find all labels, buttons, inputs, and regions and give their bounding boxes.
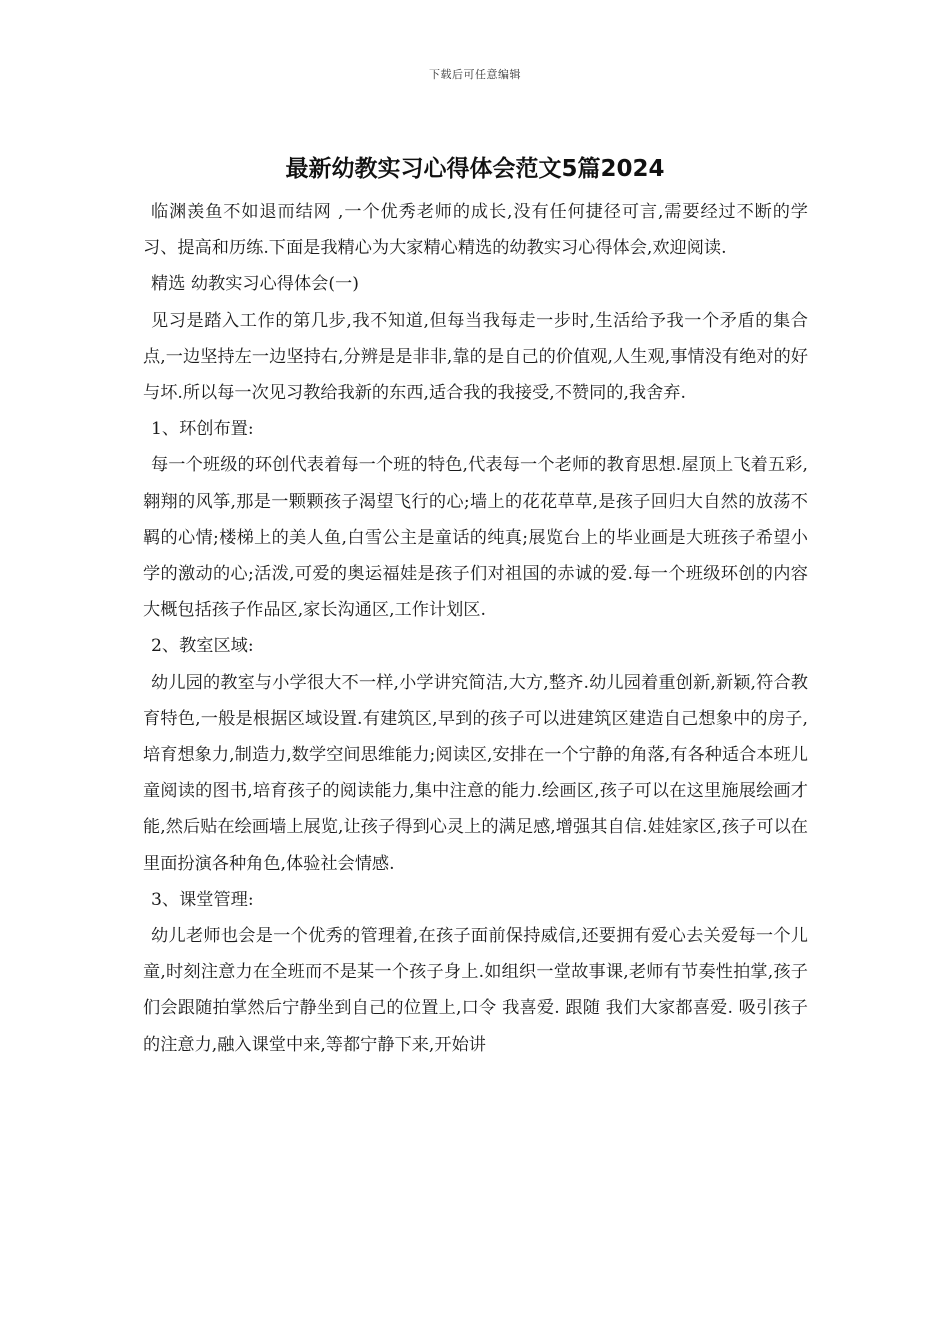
body-paragraph: 每一个班级的环创代表着每一个班的特色,代表每一个老师的教育思想.屋顶上飞着五彩,翱翔的风筝,那是一颗颗孩子渴望飞行的心;墙上的花花草草,是孩子回归大自然的放荡不羁的心情;楼梯上的美人鱼,白雪公主是童话的纯真;展览台上的毕业画是大班孩子希望小学的激动的心;活泼,可爱的奥运福娃是孩子们对祖国的赤诚的爱.每一个班级环创的内容大概包括孩子作品区,家长沟通区,工作计划区. (143, 455, 808, 621)
document-title: 最新幼教实习心得体会范文5篇2024 (285, 156, 665, 182)
body-paragraph: 幼儿园的教室与小学很大不一样,小学讲究简洁,大方,整齐.幼儿园着重创新,新颖,符合教育特色,一般是根据区域设置.有建筑区,早到的孩子可以进建筑区建造自己想象中的房子,培育想象力,制造力,数学空间思维能力;阅读区,安排在一个宁静的角落,有各种适合本班儿童阅读的图书,培育孩子的阅读能力,集中注意的能力.绘画区,孩子可以在这里施展绘画才能,然后贴在绘画墙上展览,让孩子得到心灵上的满足感,增强其自信.娃娃家区,孩子可以在里面扮演各种角色,体验社会情感. (143, 672, 808, 874)
section-heading: 精选 幼教实习心得体会(一) (151, 274, 359, 295)
intro-paragraph: 临渊羡鱼不如退而结网 ,一个优秀老师的成长,没有任何捷径可言,需要经过不断的学习、提高和历练.下面是我精心为大家精心精选的幼教实习心得体会,欢迎阅读. (143, 202, 808, 259)
subsection-heading: 2、教室区域: (151, 636, 254, 657)
subsection-heading: 3、课堂管理: (151, 889, 254, 910)
subsection-heading: 1、环创布置: (151, 419, 254, 440)
body-paragraph: 见习是踏入工作的第几步,我不知道,但每当我每走一步时,生活给予我一个矛盾的集合点,一边坚持左一边坚持右,分辨是是非非,靠的是自己的价值观,人生观,事情没有绝对的好与坏.所以每一次见习教给我新的东西,适合我的我接受,不赞同的,我舍弃. (143, 310, 808, 404)
page-header-note: 下载后可任意编辑 (429, 68, 521, 81)
body-paragraph: 幼儿老师也会是一个优秀的管理着,在孩子面前保持威信,还要拥有爱心去关爱每一个儿童,时刻注意力在全班而不是某一个孩子身上.如组织一堂故事课,老师有节奏性拍掌,孩子们会跟随拍掌然后宁静坐到自己的位置上,口令 我喜爱. 跟随 我们大家都喜爱. 吸引孩子的注意力,融入课堂中来,等都宁静下来,开始讲 (143, 926, 808, 1055)
document-body (143, 194, 808, 1063)
